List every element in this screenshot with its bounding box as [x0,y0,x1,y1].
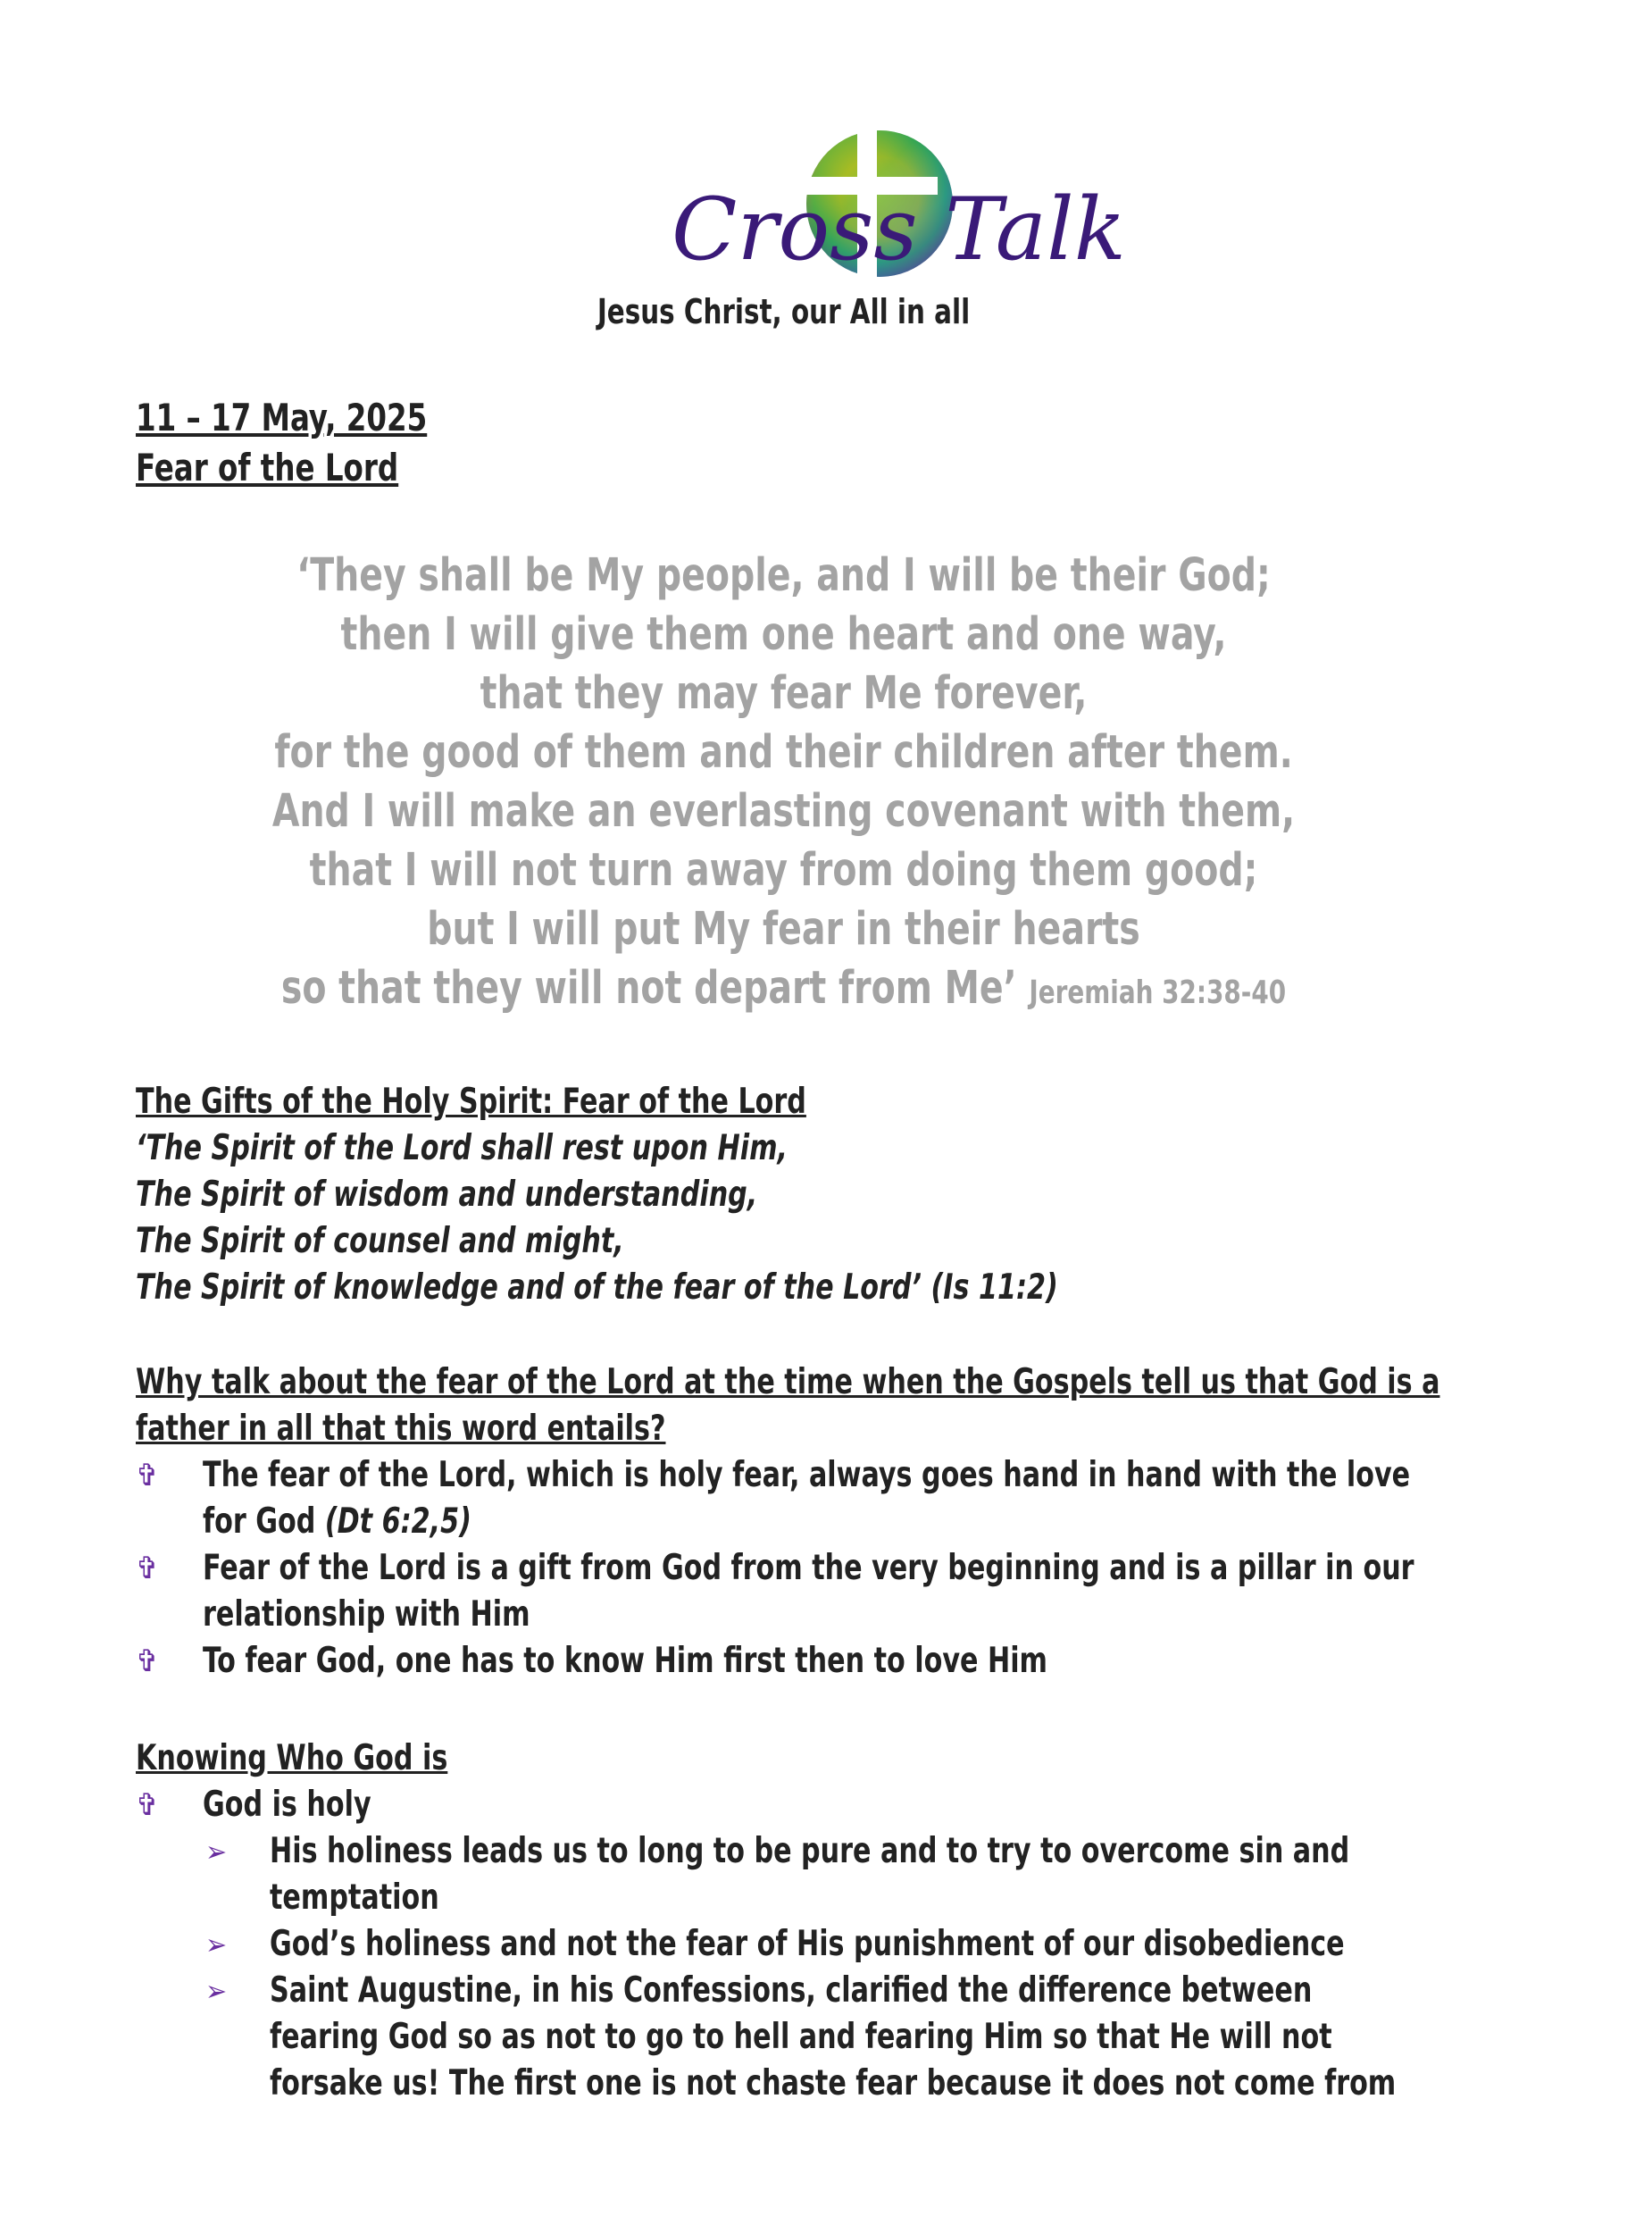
sub-list-item-text: His holiness leads us to long to be pure and to try to overcome sin and [270,1831,1350,1871]
verse-line: that I will not turn away from doing them good; [309,844,1258,897]
section-title: The Gifts of the Holy Spirit: Fear of the Lord [136,1082,806,1122]
section-gifts [136,1079,1208,1311]
verse-line: for the good of them and their children after them. [274,726,1293,779]
sub-list-item [136,1828,1580,1921]
sub-list-item [136,1921,1580,1968]
list-item-text [203,1499,1449,1545]
section-knowing-god [136,1735,1580,2107]
section-title-line: Why talk about the fear of the Lord at the time when the Gospels tell us that God is a [136,1362,1440,1402]
quote-line: ‘The Spirit of the Lord shall rest upon Him, [136,1128,788,1168]
cross-talk-logo [661,125,1126,304]
section-title-line: father in all that this word entails? [136,1409,666,1449]
list-item [136,1452,1652,1545]
week-date: 11 – 17 May, 2025 [136,396,428,439]
section-title: Knowing Who God is [136,1738,448,1778]
cross-bullet-icon: ✞ [136,1458,159,1493]
list-item-text: To fear God, one has to know Him first then to love Him [203,1641,1047,1681]
list-item-text: Fear of the Lord is a gift from God from the very beginning and is a pillar in our [203,1548,1414,1588]
page-title: Fear of the Lord [136,446,399,489]
list-item-text-part: for God [203,1501,325,1542]
cross-bullet-icon: ✞ [136,1643,159,1679]
sub-list-item-text: temptation [270,1877,439,1918]
list-item-text: relationship with Him [203,1594,530,1635]
verse-line-text: so that they will not depart from Me’ [280,962,1017,1015]
heading-block [136,393,474,493]
logo-wordmark: Cross Talk [672,180,1126,280]
verse-line: ‘They shall be My people, and I will be their God; [296,549,1271,602]
arrow-bullet-icon: ➢ [205,1928,228,1961]
sub-list-item-text: forsake us! The first one is not chaste fear because it does not come from [270,2063,1397,2103]
list-item [136,1545,1652,1638]
quote-line: The Spirit of counsel and might, [136,1221,624,1261]
verse-line: that they may fear Me forever, [480,667,1088,720]
verse-line-last [110,959,1457,1023]
list-item-text: The fear of the Lord, which is holy fear, always goes hand in hand with the love [203,1455,1411,1495]
sub-list-item [136,1968,1580,2107]
sub-list-item-text: fearing God so as not to go to hell and fearing Him so that He will not [270,2017,1332,2057]
verse-line: but I will put My fear in their hearts [427,903,1140,956]
scripture-quote [0,547,1567,1023]
quote-line: The Spirit of wisdom and understanding, [136,1175,758,1215]
cross-bullet-icon: ✞ [136,1787,159,1823]
sub-list-item-text: God’s holiness and not the fear of His punishment of our disobedience [270,1924,1345,1964]
scripture-ref: (Dt 6:2,5) [324,1501,471,1542]
sub-list-item-text: Saint Augustine, in his Confessions, clarified the difference between [270,1970,1313,2011]
list-item [136,1638,1652,1685]
tagline: Jesus Christ, our All in all [597,292,971,331]
list-item-text: God is holy [203,1785,371,1825]
quote-line: The Spirit of knowledge and of the fear of the Lord’ (Is 11:2) [136,1267,1058,1308]
arrow-bullet-icon: ➢ [205,1974,228,2008]
verse-line: And I will make an everlasting covenant with them, [271,785,1296,838]
arrow-bullet-icon: ➢ [205,1835,228,1869]
section-why-talk [136,1359,1652,1685]
cross-bullet-icon: ✞ [136,1551,159,1586]
list-item [136,1782,1580,1828]
verse-reference: Jeremiah 32:38-40 [1029,974,1287,1011]
verse-line: then I will give them one heart and one way, [340,608,1227,661]
